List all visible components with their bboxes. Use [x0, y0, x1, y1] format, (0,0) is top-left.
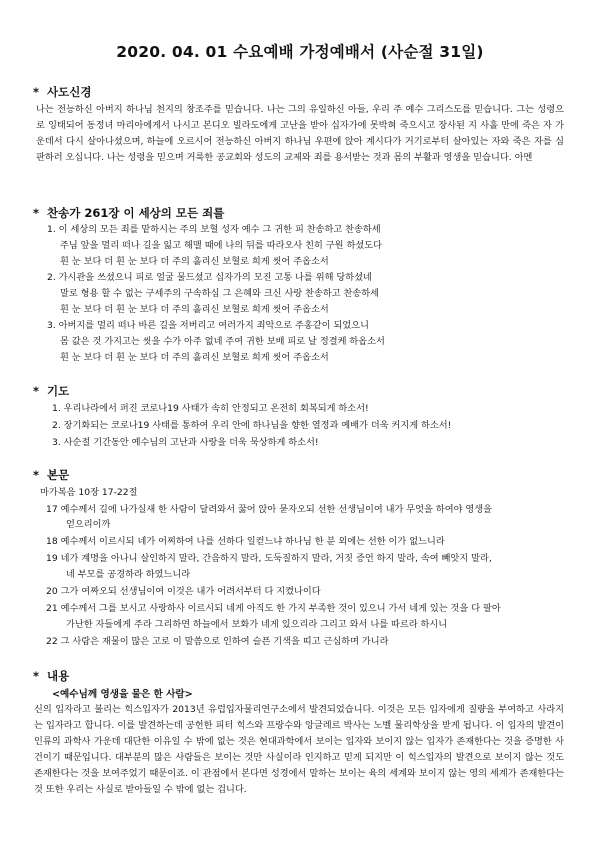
prayer-item: 1. 우리나라에서 퍼진 코로나19 사태가 속히 안정되고 온전히 회복되게 하소서!: [52, 403, 369, 414]
creed-text: 나는 전능하신 아버지 하나님 천지의 창조주를 믿습니다. 나는 그의 유일하신 아들, 우리 주 예수 그리스도를 믿습니다. 그는 성령으로 잉태되어 동정녀 마리아에게서 나시고 본디오 빌라도에게 고난을 받아 십자가에 못박혀 죽으시고 장사된 지 사흘 만에 죽은 자 가운데서 다시 살아나셨으며, 하늘에 오르시어 전능하신 아버지 하나님 우편에 앉아 계시다가 거기로부터 살아있는 자와 죽은 자를 심판하러 오십니다. 나는 성령을 믿으며 거룩한 공교회와 성도의 교제와 죄를 용서받는 것과 몸의 부활과 영생을 믿습니다. 아멘: [36, 104, 564, 163]
hymn-heading: [33, 205, 224, 221]
hymn-line: 주님 앞을 멀리 떠나 길을 잃고 해맬 때에 나의 뒤를 따라오사 친히 구원 하셨도다: [60, 240, 382, 251]
star-icon: *: [33, 468, 40, 482]
hymn-line: 흰 눈 보다 더 흰 눈 보다 더 주의 흘리신 보혈로 희게 씻어 주옵소서: [60, 256, 329, 267]
star-icon: *: [33, 384, 40, 398]
star-icon: *: [33, 669, 40, 683]
creed-heading: [33, 84, 91, 100]
verse-line: 얻으리이까: [66, 519, 111, 530]
verse-line: 19 네가 계명을 아나니 살인하지 말라, 간음하지 말라, 도둑질하지 말라, 거짓 증언 하지 말라, 속여 빼앗지 말라,: [46, 553, 492, 564]
prayer-heading: [33, 383, 69, 399]
hymn-line: 몸 값은 것 가지고는 씻을 수가 아주 없네 주여 귀한 보배 피로 날 정결케 하옵소서: [60, 336, 385, 347]
creed-heading-label: 사도신경: [47, 85, 92, 99]
content-text: 신의 입자라고 불리는 힉스입자가 2013년 유럽입자물리연구소에서 발견되었습니다. 이것은 모든 입자에게 질량을 부여하고 사라지는 입자라고 합니다. 이를 발견하는데 공헌한 피터 힉스와 프랑수와 앙글레르 박사는 노벨 물리학상을 받게 됩니다. 이 입자의 발견이 인류의 과학사 가운데 대단한 이유일 수 밖에 없는 것은 현대과학에서 보이는 입자와 보이지 않는 입자가 존재한다는 것을 증명한 사건이기 때문입니다. 대부분의 많은 사람들은 보이는 것만 사실이라 인지하고 믿게 되지만 이 힉스입자의 발견으로 보이지 않는 것도 존재한다는 것을 보여주었기 때문이죠. 이 관점에서 본다면 성경에서 말하는 보이는 육의 세계와 보이지 않는 영의 세계가 존재한다는 것 또한 우리는 사실로 받아들일 수 밖에 없는 겁니다.: [34, 704, 564, 795]
hymn-line: 1. 이 세상의 모든 죄를 맡하시는 주의 보혈 성자 예수 그 귀한 피 찬송하고 찬송하세: [47, 224, 381, 235]
verse-line: 18 예수께서 이르시되 네가 어찌하여 나를 선하다 일컫느냐 하나님 한 분 외에는 선한 이가 없느니라: [46, 536, 445, 547]
star-icon: *: [33, 206, 40, 220]
verse-line: 21 예수께서 그를 보시고 사랑하사 이르시되 네게 아직도 한 가지 부족한 것이 있으니 가서 네게 있는 것을 다 팔아: [46, 603, 501, 614]
hymn-line: 흰 눈 보다 더 흰 눈 보다 더 주의 흘리신 보혈로 희게 씻어 주옵소서: [60, 304, 329, 315]
verse-line: 네 부모를 공경하라 하였느니라: [66, 569, 191, 580]
content-heading-label: 내용: [47, 669, 70, 683]
page-title: 2020. 04. 01 수요예배 가정예배서 (사순절 31일): [116, 43, 484, 61]
verse-line: 22 그 사람은 재물이 많은 고로 이 말씀으로 인하여 슬픈 기색을 띠고 근심하며 가니라: [46, 636, 389, 647]
scripture-reference: 마가복음 10장 17-22절: [40, 487, 138, 498]
hymn-heading-label: 찬송가 261장 이 세상의 모든 죄를: [47, 206, 225, 220]
hymn-line: 2. 가시관을 쓰셨으니 피로 얼굴 물드셨고 십자가의 모진 고통 나를 위해 당하셨네: [47, 272, 372, 283]
scripture-heading: [33, 467, 69, 483]
content-heading: [33, 668, 69, 684]
hymn-line: 3. 아버지를 멀리 떠나 바른 길을 저버리고 여러가지 죄악으로 주홍같이 되었으니: [47, 320, 369, 331]
hymn-line: 말로 형용 할 수 없는 구세주의 구속하심 그 은혜와 크신 사랑 찬송하고 찬송하세: [60, 288, 380, 299]
hymn-line: 흰 눈 보다 더 흰 눈 보다 더 주의 흘리신 보혈로 희게 씻어 주옵소서: [60, 352, 329, 363]
prayer-heading-label: 기도: [47, 384, 70, 398]
prayer-item: 3. 사순절 기간동안 예수님의 고난과 사랑을 더욱 묵상하게 하소서!: [52, 437, 319, 448]
verse-line: 17 예수께서 길에 나가실새 한 사람이 달려와서 꿇어 앉아 묻자오되 선한 선생님이여 내가 무엇을 하여야 영생을: [46, 504, 493, 515]
scripture-heading-label: 본문: [47, 468, 70, 482]
prayer-item: 2. 장기화되는 코로나19 사태를 통하여 우리 안에 하나님을 향한 열정과 예배가 더욱 커지게 하소서!: [52, 420, 452, 431]
content-subheading: <예수님께 영생을 물은 한 사람>: [52, 689, 193, 700]
star-icon: *: [33, 85, 40, 99]
verse-line: 20 그가 여짜오되 선생님이여 이것은 내가 어려서부터 다 지켰나이다: [46, 586, 321, 597]
verse-line: 가난한 자들에게 주라 그리하면 하늘에서 보화가 네게 있으리라 그리고 와서 나를 따르라 하시니: [66, 619, 448, 630]
